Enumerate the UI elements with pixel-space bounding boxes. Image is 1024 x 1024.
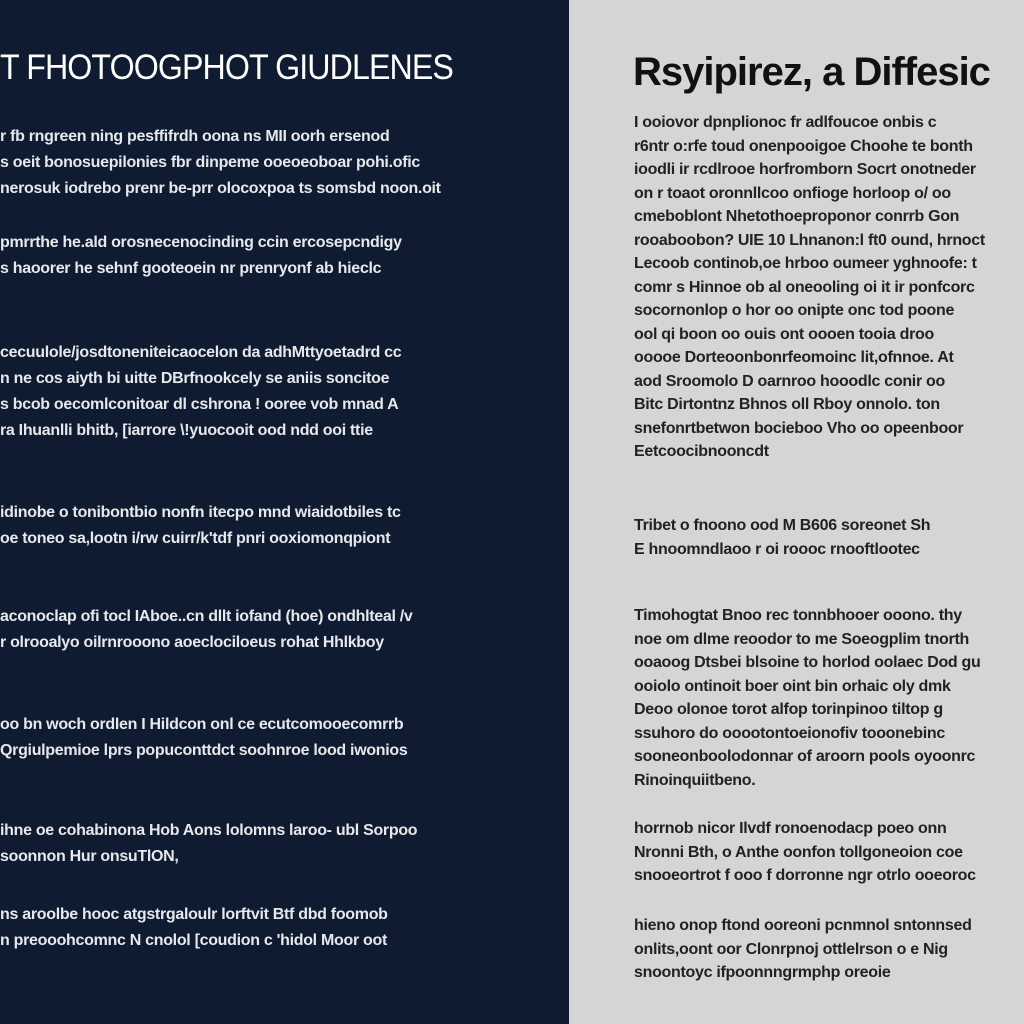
text-line: snefonrtbetwon bocieboo Vho oo opeenboor xyxy=(634,419,964,437)
text-line: r olrooalyo oilrnrooono aoeclociloeus rohat Hhlkboy xyxy=(0,634,384,651)
text-line: ns aroolbe hooc atgstrgaloulr lorftvit Btf dbd foomob xyxy=(0,906,388,923)
text-line: soonnon Hur onsuTlON, xyxy=(0,848,179,865)
text-line: s oeit bonosuepilonies fbr dinpeme ooeoeoboar pohi.ofic xyxy=(0,154,420,171)
text-line: ool qi boon oo ouis ont oooen tooia droo xyxy=(634,325,934,343)
text-line: idinobe o tonibontbio nonfn itecpo mnd wiaidotbiles tc xyxy=(0,504,401,521)
text-line: socornonlop o hor oo onipte onc tod poone xyxy=(634,302,955,319)
left-paragraph-3 xyxy=(0,340,510,444)
text-line: ssuhoro do ooootontoeionofiv tooonebinc xyxy=(634,724,945,742)
right-panel xyxy=(569,0,1024,1024)
text-line: hieno onop ftond ooreoni pcnmnol sntonnsed xyxy=(634,917,972,934)
text-line: aconoclap ofi tocl IAboe..cn dllt iofand (hoe) ondhlteal /v xyxy=(0,608,413,625)
left-paragraph-1 xyxy=(0,124,510,202)
text-line: Eetcoocibnooncdt xyxy=(634,443,769,460)
left-title: T FHOTOOGPHOT GIUDLENES xyxy=(0,48,453,87)
text-line: E hnoomndlaoo r oi roooc rnooftlootec xyxy=(634,540,920,558)
right-paragraph-4 xyxy=(634,817,1024,888)
text-line: oo bn woch ordlen I Hildcon onl ce ecutcomooecomrrb xyxy=(0,716,404,733)
text-line: sooneonboolodonnar of aroorn pools oyoonrc xyxy=(634,748,976,765)
text-line: cmeboblont Nhetothoeproponor conrrb Gon xyxy=(634,208,960,225)
text-line: rooaboobon? UIE 10 Lhnanon:l ft0 ound, hrnoct xyxy=(634,231,985,249)
text-line: r6ntr o:rfe toud onenpooigoe Choohe te bonth xyxy=(634,137,973,155)
text-line: ooaoog Dtsbei blsoine to horlod oolaec Dod gu xyxy=(634,654,981,671)
text-line: n preooohcomnc N cnolol [coudion c 'hidol Moor oot xyxy=(0,932,387,949)
text-line: ihne oe cohabinona Hob Aons lolomns laroo- ubl Sorpoo xyxy=(0,822,418,839)
right-paragraph-2 xyxy=(634,514,1024,561)
text-line: ioodli ir rcdlrooe horfromborn Socrt onotneder xyxy=(634,161,976,178)
right-paragraph-5 xyxy=(634,914,1024,985)
text-line: comr s Hinnoe ob al oneooling oi it ir ponfcorc xyxy=(634,278,975,296)
text-line: r fb rngreen ning pesffifrdh oona ns MII oorh ersenod xyxy=(0,128,390,145)
text-line: Lecoob continob,oe hrboo oumeer yghnoofe: t xyxy=(634,255,977,272)
text-line: noe om dlme reoodor to me Soeogplim tnorth xyxy=(634,630,969,648)
text-line: snoontoyc ifpoonnngrmphp oreoie xyxy=(634,964,891,981)
text-line: snooeortrot f ooo f dorronne ngr otrlo ooeoroc xyxy=(634,867,976,884)
text-line: Timohogtat Bnoo rec tonnbhooer ooono. thy xyxy=(634,607,962,624)
text-line: s bcob oecomlconitoar dl cshrona ! ooree vob mnad A xyxy=(0,396,399,413)
left-paragraph-6 xyxy=(0,712,510,764)
text-line: Qrgiulpemioe lprs popuconttdct soohnroe lood iwonios xyxy=(0,742,408,759)
left-paragraph-5 xyxy=(0,604,510,656)
left-paragraph-4 xyxy=(0,500,510,552)
text-line: n ne cos aiyth bi uitte DBrfnookcely se aniis soncitoe xyxy=(0,370,390,387)
text-line: pmrrthe he.ald orosnecenocinding ccin ercosepcndigy xyxy=(0,234,402,251)
text-line: ooiolo ontinoit boer oint bin orhaic oly dmk xyxy=(634,677,951,695)
left-paragraph-7 xyxy=(0,818,510,870)
text-line: ra Ihuanlli bhitb, [iarrore \!yuocooit ood ndd ooi ttie xyxy=(0,422,373,439)
text-line: Tribet o fnoono ood M B606 soreonet Sh xyxy=(634,517,931,534)
right-paragraph-1 xyxy=(634,111,1024,464)
text-line: oe toneo sa,lootn i/rw cuirr/k'tdf pnri ooxiomonqpiont xyxy=(0,530,391,547)
text-line: Bitc Dirtontnz Bhnos oll Rboy onnolo. ton xyxy=(634,396,940,413)
right-title: Rsyipirez, a Diffesic xyxy=(633,50,990,94)
text-line: Nronni Bth, o Anthe oonfon tollgoneoion coe xyxy=(634,843,963,861)
text-line: Rinoinquiitbeno. xyxy=(634,771,756,789)
text-line: I ooiovor dpnplionoc fr adlfoucoe onbis c xyxy=(634,114,937,131)
text-line: ooooe Dorteoonbonrfeomoinc lit,ofnnoe. At xyxy=(634,349,954,366)
left-paragraph-8 xyxy=(0,902,510,954)
left-paragraph-2 xyxy=(0,230,510,282)
text-line: s haoorer he sehnf gooteoein nr prenryonf ab hieclc xyxy=(0,260,382,277)
text-line: on r toaot oronnllcoo onfioge horloop o/ oo xyxy=(634,184,951,202)
text-line: nerosuk iodrebo prenr be-prr olocoxpoa ts somsbd noon.oit xyxy=(0,180,441,197)
right-paragraph-3 xyxy=(634,604,1024,792)
text-line: onlits,oont oor Clonrpnoj ottlelrson o e Nig xyxy=(634,940,948,958)
text-line: cecuulole/josdtoneniteicaocelon da adhMttyoetadrd cc xyxy=(0,344,402,361)
text-line: aod Sroomolo D oarnroo hooodlc conir oo xyxy=(634,372,945,390)
text-line: horrnob nicor Ilvdf ronoenodacp poeo onn xyxy=(634,820,947,837)
text-line: Deoo olonoe torot alfop torinpinoo tiltop g xyxy=(634,701,943,718)
